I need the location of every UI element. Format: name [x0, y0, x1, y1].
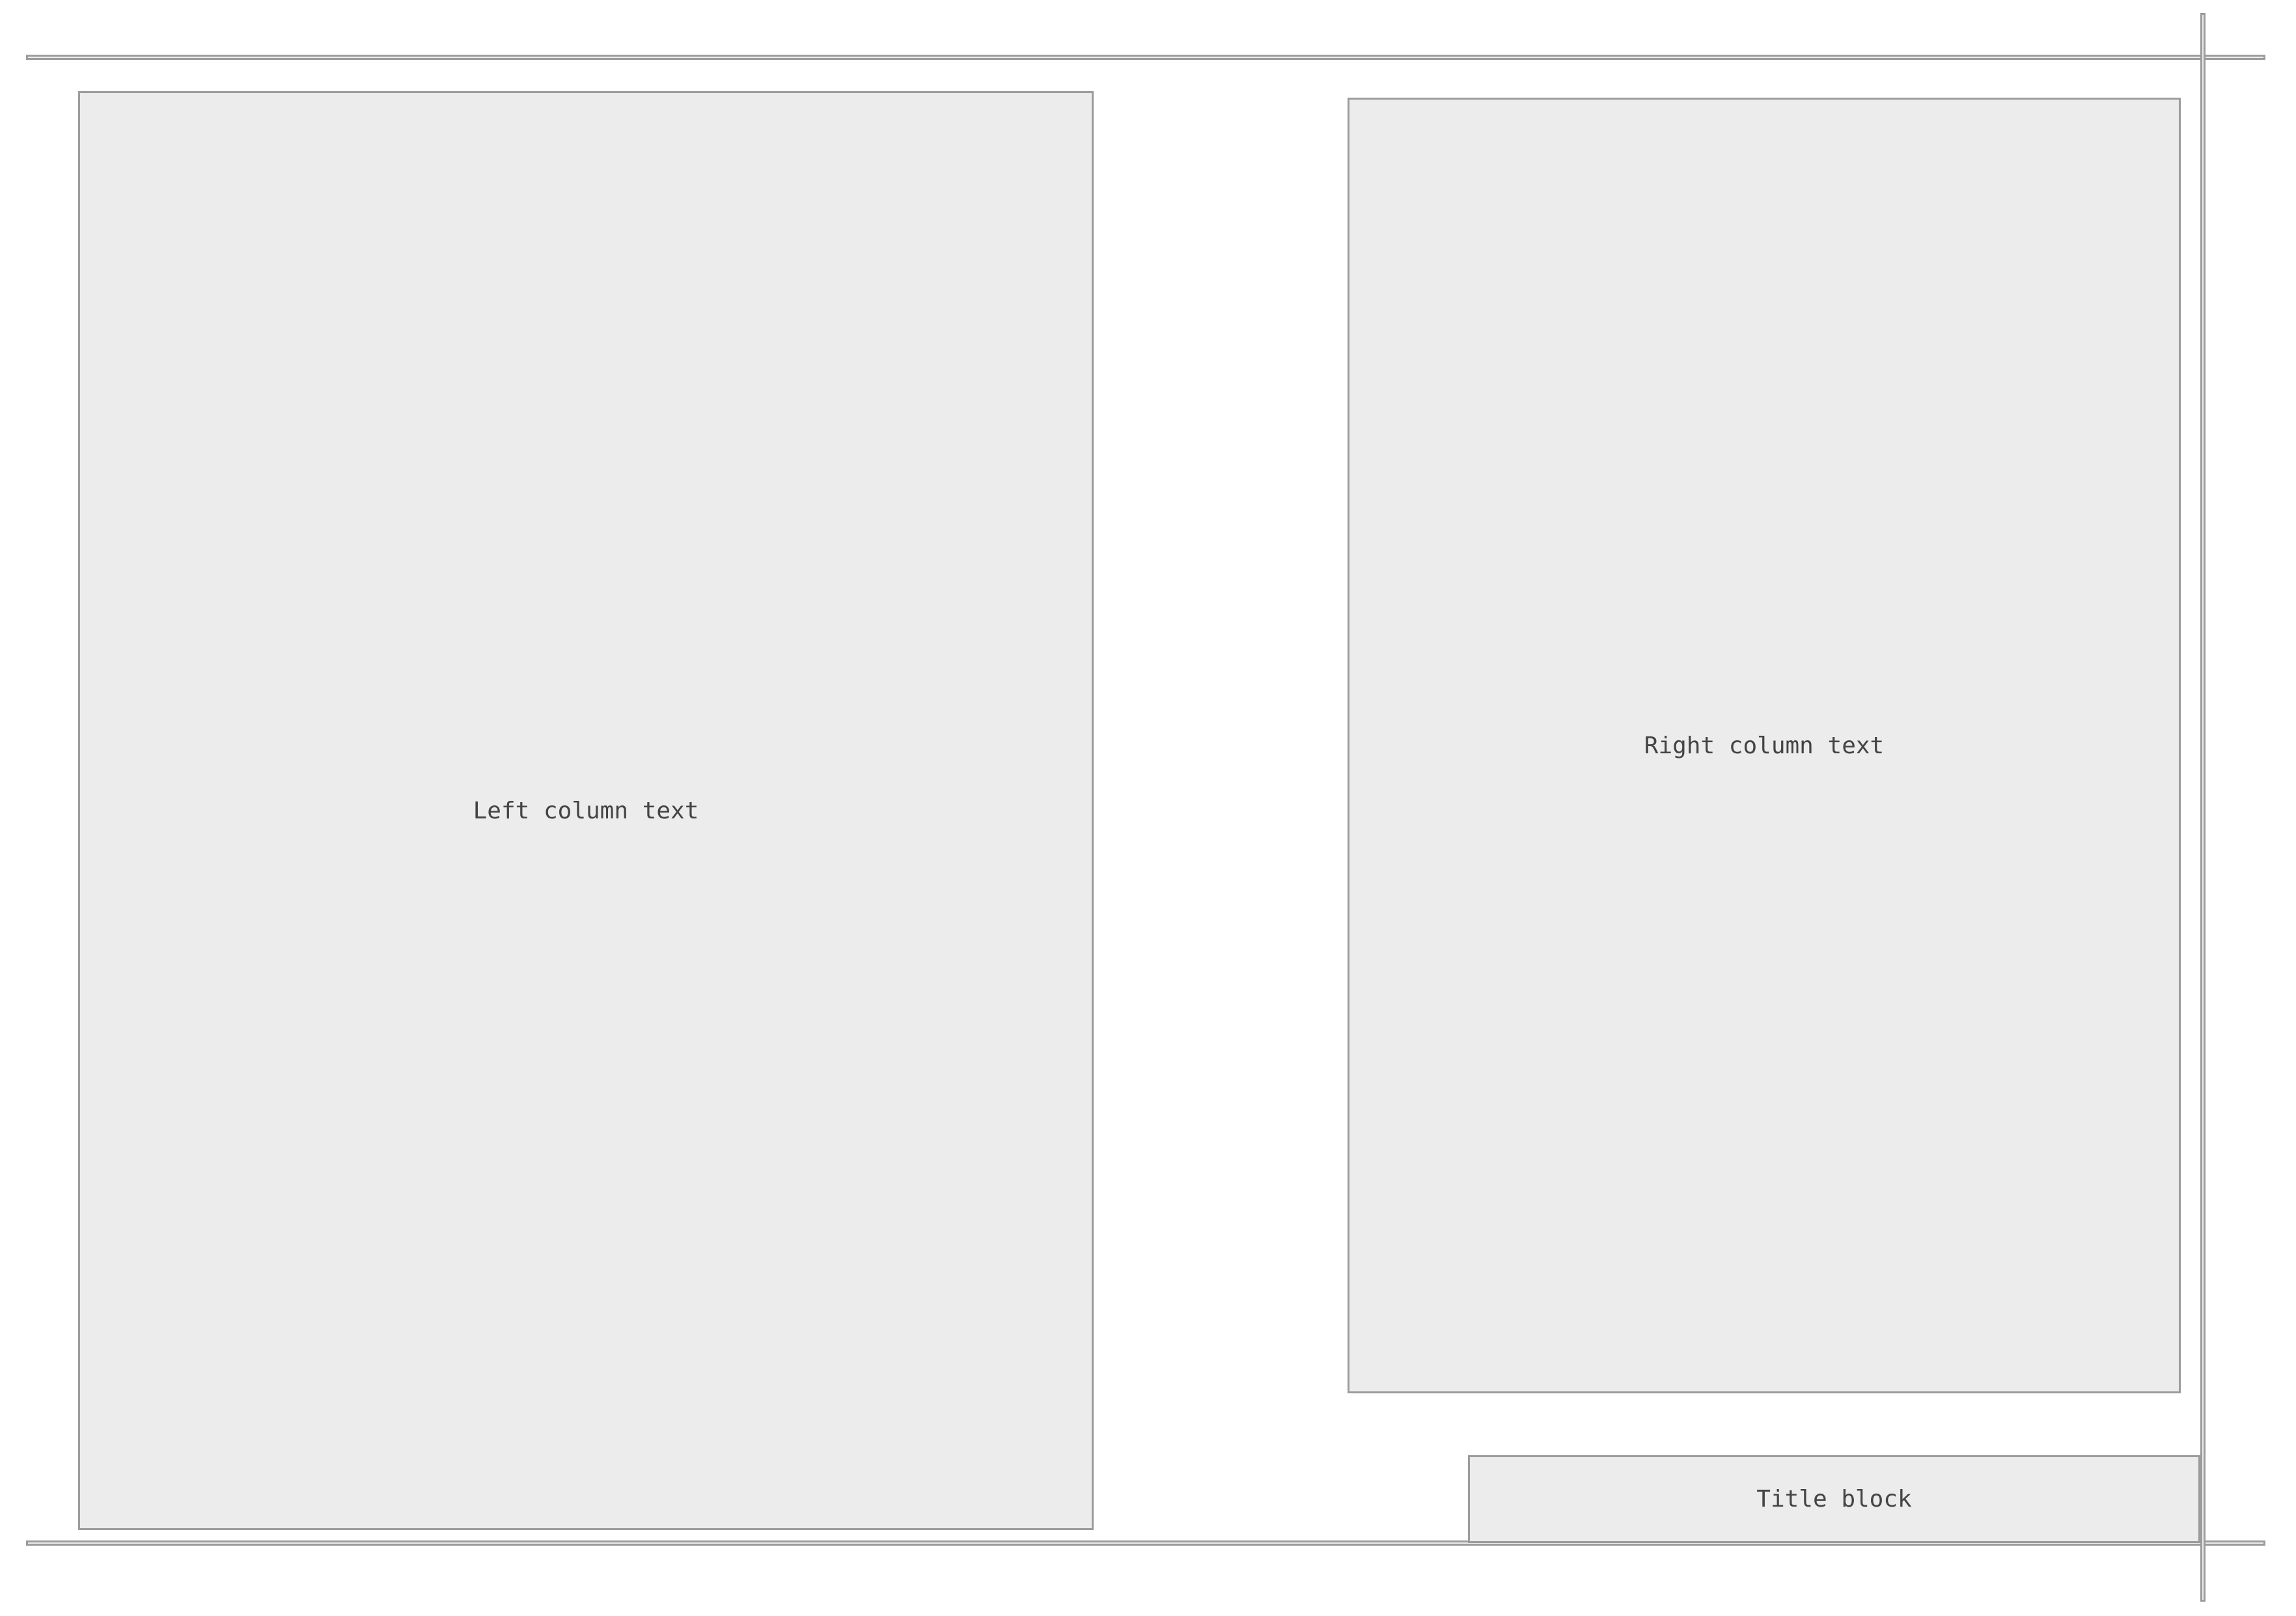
- title-block: Title block: [1468, 1455, 2200, 1543]
- page-right-rule: [2200, 13, 2206, 1602]
- right-column-text: Right column text: [1348, 98, 2181, 1393]
- left-column-text: Left column text: [78, 91, 1094, 1530]
- page-top-rule: [26, 55, 2265, 60]
